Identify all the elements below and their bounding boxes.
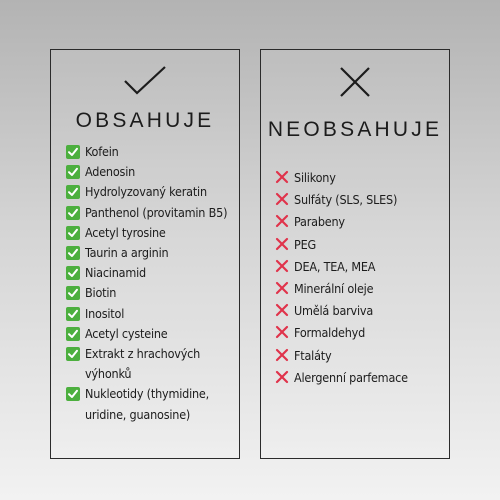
list-item	[66, 263, 235, 283]
list-item-label: Taurin a arginin	[85, 245, 169, 261]
check-mark-icon	[66, 226, 80, 240]
not-contains-title: NEOBSAHUJE	[267, 118, 443, 141]
list-item-label: Formaldehyd	[294, 325, 366, 341]
list-item	[275, 189, 445, 211]
contains-title: OBSAHUJE	[75, 109, 215, 132]
not-contains-panel	[260, 49, 450, 459]
cross-mark-icon	[275, 303, 289, 317]
list-item-label: Sulfáty (SLS, SLES)	[294, 192, 398, 208]
list-item-label: Kofein	[85, 144, 119, 159]
contains-panel	[50, 49, 240, 459]
checkmark-icon	[51, 64, 239, 102]
list-item-label: Nukleotidy (thymidine, uridine, guanosine)	[85, 386, 210, 422]
cross-mark-icon	[275, 325, 289, 339]
list-item	[275, 367, 445, 389]
list-item	[275, 256, 445, 278]
list-item-label: Biotin	[85, 285, 117, 301]
list-item	[66, 304, 235, 324]
list-item	[66, 223, 235, 243]
list-item-label: Hydrolyzovaný keratin	[85, 184, 207, 200]
cross-mark-icon	[275, 192, 289, 206]
check-mark-icon	[66, 307, 80, 321]
list-item	[66, 344, 235, 384]
cross-mark-icon	[275, 237, 289, 251]
list-item-label: Umělá barviva	[294, 303, 374, 319]
cross-mark-icon	[275, 214, 289, 228]
list-item-label: Inositol	[85, 305, 125, 321]
cross-mark-icon	[275, 348, 289, 362]
list-item	[66, 243, 235, 263]
list-item	[275, 278, 445, 300]
list-item	[66, 324, 235, 344]
check-mark-icon	[66, 165, 80, 179]
list-item-label: Ftaláty	[294, 347, 332, 363]
list-item	[275, 300, 445, 322]
list-item-label: Acetyl tyrosine	[85, 224, 166, 240]
list-item-label: Silikony	[294, 170, 336, 185]
list-item-label: Panthenol (provitamin B5)	[85, 204, 228, 220]
list-item-label: Parabeny	[294, 214, 345, 230]
list-item-label: Alergenní parfemace	[294, 369, 408, 385]
check-mark-icon	[66, 185, 80, 199]
list-item	[66, 384, 235, 424]
not-contains-list	[275, 167, 445, 389]
list-item	[275, 211, 445, 233]
list-item-label: PEG	[294, 236, 317, 252]
check-mark-icon	[66, 327, 80, 341]
list-item	[66, 283, 235, 303]
list-item	[275, 234, 445, 256]
list-item	[66, 142, 235, 162]
check-mark-icon	[66, 145, 80, 159]
list-item	[66, 203, 235, 223]
check-mark-icon	[66, 206, 80, 220]
cross-mark-icon	[275, 170, 289, 184]
list-item	[275, 345, 445, 367]
check-mark-icon	[66, 246, 80, 260]
list-item	[275, 167, 445, 189]
list-item-label: Minerální oleje	[294, 281, 374, 297]
check-mark-icon	[66, 347, 80, 361]
check-mark-icon	[66, 266, 80, 280]
list-item-label: DEA, TEA, MEA	[294, 258, 376, 274]
list-item	[66, 162, 235, 182]
cross-mark-icon	[275, 370, 289, 384]
list-item-label: Adenosin	[85, 164, 136, 180]
cross-icon	[261, 65, 449, 103]
list-item	[66, 182, 235, 202]
list-item-label: Extrakt z hrachových výhonků	[85, 346, 201, 382]
cross-mark-icon	[275, 259, 289, 273]
list-item-label: Niacinamid	[85, 265, 146, 281]
contains-list	[66, 142, 235, 425]
list-item-label: Acetyl cysteine	[85, 325, 168, 341]
list-item	[275, 322, 445, 344]
cross-mark-icon	[275, 281, 289, 295]
check-mark-icon	[66, 286, 80, 300]
check-mark-icon	[66, 387, 80, 401]
